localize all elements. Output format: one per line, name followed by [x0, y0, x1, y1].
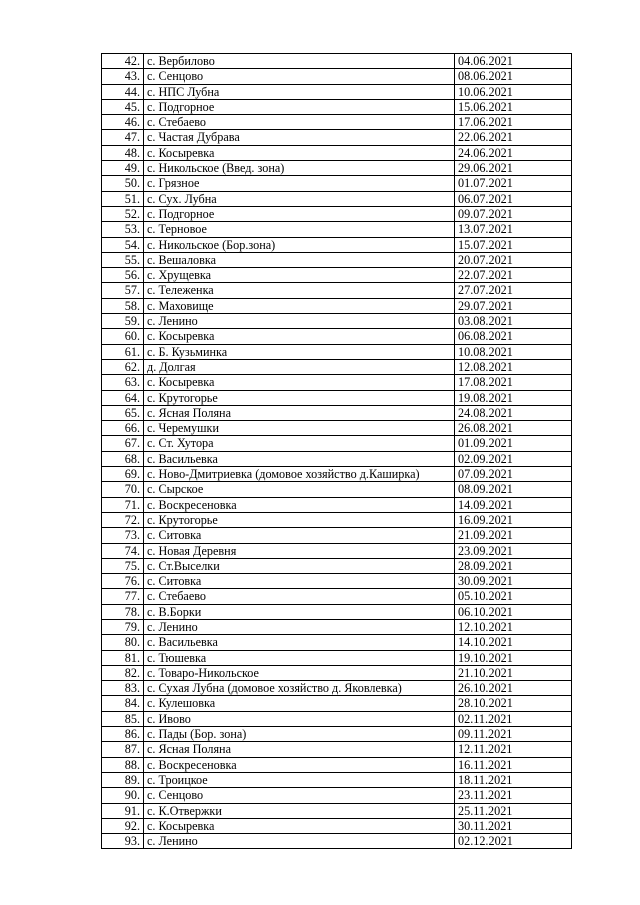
- settlement-cell: с. Ситовка: [144, 574, 455, 589]
- table-row: [102, 206, 572, 221]
- table-row: [102, 650, 572, 665]
- settlement-cell: с. Воскресеновка: [144, 757, 455, 772]
- row-number-cell: 44.: [102, 84, 144, 99]
- date-cell: 28.10.2021: [455, 696, 572, 711]
- row-number-cell: 42.: [102, 54, 144, 69]
- date-cell: 08.09.2021: [455, 482, 572, 497]
- table-row: [102, 145, 572, 160]
- table-row: [102, 558, 572, 573]
- row-number-cell: 52.: [102, 206, 144, 221]
- settlement-cell: с. В.Борки: [144, 604, 455, 619]
- settlement-cell: с. Сух. Лубна: [144, 191, 455, 206]
- table-row: [102, 54, 572, 69]
- row-number-cell: 74.: [102, 543, 144, 558]
- table-row: [102, 237, 572, 252]
- table-row: [102, 191, 572, 206]
- table-row: [102, 711, 572, 726]
- row-number-cell: 45.: [102, 99, 144, 114]
- row-number-cell: 92.: [102, 818, 144, 833]
- date-cell: 21.09.2021: [455, 528, 572, 543]
- row-number-cell: 84.: [102, 696, 144, 711]
- row-number-cell: 80.: [102, 635, 144, 650]
- table-row: [102, 268, 572, 283]
- date-cell: 07.09.2021: [455, 467, 572, 482]
- row-number-cell: 51.: [102, 191, 144, 206]
- date-cell: 01.09.2021: [455, 436, 572, 451]
- row-number-cell: 47.: [102, 130, 144, 145]
- table-row: [102, 161, 572, 176]
- settlement-cell: с. Ясная Поляна: [144, 742, 455, 757]
- table-row: [102, 834, 572, 849]
- table-row: [102, 803, 572, 818]
- table-row: [102, 528, 572, 543]
- settlement-cell: с. Крутогорье: [144, 512, 455, 527]
- row-number-cell: 90.: [102, 788, 144, 803]
- settlement-cell: с. Черемушки: [144, 421, 455, 436]
- settlement-cell: с. Пады (Бор. зона): [144, 727, 455, 742]
- row-number-cell: 70.: [102, 482, 144, 497]
- table-row: [102, 115, 572, 130]
- row-number-cell: 56.: [102, 268, 144, 283]
- row-number-cell: 59.: [102, 314, 144, 329]
- date-cell: 27.07.2021: [455, 283, 572, 298]
- row-number-cell: 83.: [102, 681, 144, 696]
- row-number-cell: 43.: [102, 69, 144, 84]
- date-cell: 25.11.2021: [455, 803, 572, 818]
- row-number-cell: 75.: [102, 558, 144, 573]
- date-cell: 15.07.2021: [455, 237, 572, 252]
- table-row: [102, 451, 572, 466]
- settlement-cell: с. Сырское: [144, 482, 455, 497]
- row-number-cell: 73.: [102, 528, 144, 543]
- settlement-cell: с. Ленино: [144, 314, 455, 329]
- row-number-cell: 82.: [102, 665, 144, 680]
- row-number-cell: 50.: [102, 176, 144, 191]
- date-cell: 06.10.2021: [455, 604, 572, 619]
- date-cell: 14.10.2021: [455, 635, 572, 650]
- date-cell: 04.06.2021: [455, 54, 572, 69]
- settlement-cell: с. К.Отвержки: [144, 803, 455, 818]
- row-number-cell: 72.: [102, 512, 144, 527]
- settlement-cell: с. Грязное: [144, 176, 455, 191]
- settlement-cell: с. Подгорное: [144, 206, 455, 221]
- table-row: [102, 727, 572, 742]
- date-cell: 12.10.2021: [455, 619, 572, 634]
- date-cell: 10.06.2021: [455, 84, 572, 99]
- settlement-cell: с. Ленино: [144, 834, 455, 849]
- date-cell: 19.08.2021: [455, 390, 572, 405]
- settlement-cell: с. Тележенка: [144, 283, 455, 298]
- schedule-table-body: [102, 54, 572, 849]
- date-cell: 10.08.2021: [455, 344, 572, 359]
- row-number-cell: 85.: [102, 711, 144, 726]
- table-row: [102, 375, 572, 390]
- row-number-cell: 54.: [102, 237, 144, 252]
- row-number-cell: 62.: [102, 359, 144, 374]
- date-cell: 18.11.2021: [455, 772, 572, 787]
- date-cell: 22.07.2021: [455, 268, 572, 283]
- table-row: [102, 283, 572, 298]
- settlement-cell: с. Товаро-Никольское: [144, 665, 455, 680]
- table-row: [102, 436, 572, 451]
- settlement-cell: с. Кулешовка: [144, 696, 455, 711]
- row-number-cell: 64.: [102, 390, 144, 405]
- table-row: [102, 696, 572, 711]
- settlement-cell: с. Васильевка: [144, 451, 455, 466]
- date-cell: 14.09.2021: [455, 497, 572, 512]
- settlement-cell: с. Сухая Лубна (домовое хозяйство д. Яковлевка): [144, 681, 455, 696]
- table-row: [102, 772, 572, 787]
- row-number-cell: 81.: [102, 650, 144, 665]
- table-row: [102, 635, 572, 650]
- settlement-cell: с. Косыревка: [144, 145, 455, 160]
- date-cell: 22.06.2021: [455, 130, 572, 145]
- date-cell: 19.10.2021: [455, 650, 572, 665]
- table-row: [102, 390, 572, 405]
- table-row: [102, 681, 572, 696]
- date-cell: 05.10.2021: [455, 589, 572, 604]
- row-number-cell: 86.: [102, 727, 144, 742]
- settlement-cell: с. Воскресеновка: [144, 497, 455, 512]
- settlement-cell: с. Ленино: [144, 619, 455, 634]
- settlement-cell: с. Сенцово: [144, 69, 455, 84]
- table-row: [102, 589, 572, 604]
- row-number-cell: 67.: [102, 436, 144, 451]
- table-row: [102, 405, 572, 420]
- settlement-cell: с. Хрущевка: [144, 268, 455, 283]
- date-cell: 24.08.2021: [455, 405, 572, 420]
- settlement-cell: с. Сенцово: [144, 788, 455, 803]
- date-cell: 02.11.2021: [455, 711, 572, 726]
- date-cell: 02.12.2021: [455, 834, 572, 849]
- table-row: [102, 344, 572, 359]
- row-number-cell: 48.: [102, 145, 144, 160]
- date-cell: 16.09.2021: [455, 512, 572, 527]
- date-cell: 23.11.2021: [455, 788, 572, 803]
- row-number-cell: 58.: [102, 298, 144, 313]
- table-row: [102, 99, 572, 114]
- date-cell: 12.08.2021: [455, 359, 572, 374]
- table-row: [102, 497, 572, 512]
- table-row: [102, 130, 572, 145]
- row-number-cell: 61.: [102, 344, 144, 359]
- row-number-cell: 76.: [102, 574, 144, 589]
- settlement-cell: с. Ивово: [144, 711, 455, 726]
- settlement-cell: с. Вешаловка: [144, 252, 455, 267]
- date-cell: 03.08.2021: [455, 314, 572, 329]
- date-cell: 23.09.2021: [455, 543, 572, 558]
- row-number-cell: 77.: [102, 589, 144, 604]
- date-cell: 12.11.2021: [455, 742, 572, 757]
- date-cell: 20.07.2021: [455, 252, 572, 267]
- table-row: [102, 619, 572, 634]
- settlement-cell: с. Новая Деревня: [144, 543, 455, 558]
- settlement-cell: с. НПС Лубна: [144, 84, 455, 99]
- date-cell: 21.10.2021: [455, 665, 572, 680]
- date-cell: 02.09.2021: [455, 451, 572, 466]
- settlement-cell: с. Терновое: [144, 222, 455, 237]
- table-row: [102, 298, 572, 313]
- row-number-cell: 89.: [102, 772, 144, 787]
- table-row: [102, 818, 572, 833]
- settlement-cell: с. Никольское (Введ. зона): [144, 161, 455, 176]
- date-cell: 09.11.2021: [455, 727, 572, 742]
- row-number-cell: 60.: [102, 329, 144, 344]
- row-number-cell: 71.: [102, 497, 144, 512]
- row-number-cell: 49.: [102, 161, 144, 176]
- row-number-cell: 93.: [102, 834, 144, 849]
- row-number-cell: 66.: [102, 421, 144, 436]
- date-cell: 15.06.2021: [455, 99, 572, 114]
- table-row: [102, 329, 572, 344]
- settlement-cell: с. Косыревка: [144, 329, 455, 344]
- date-cell: 06.08.2021: [455, 329, 572, 344]
- table-row: [102, 574, 572, 589]
- table-row: [102, 742, 572, 757]
- settlement-cell: с. Ново-Дмитриевка (домовое хозяйство д.Каширка): [144, 467, 455, 482]
- table-row: [102, 604, 572, 619]
- row-number-cell: 65.: [102, 405, 144, 420]
- settlement-cell: с. Ситовка: [144, 528, 455, 543]
- date-cell: 28.09.2021: [455, 558, 572, 573]
- table-row: [102, 482, 572, 497]
- settlement-cell: с. Ясная Поляна: [144, 405, 455, 420]
- row-number-cell: 57.: [102, 283, 144, 298]
- table-row: [102, 665, 572, 680]
- schedule-table: [101, 53, 572, 849]
- date-cell: 26.10.2021: [455, 681, 572, 696]
- date-cell: 09.07.2021: [455, 206, 572, 221]
- table-row: [102, 757, 572, 772]
- settlement-cell: с. Стебаево: [144, 589, 455, 604]
- date-cell: 17.06.2021: [455, 115, 572, 130]
- settlement-cell: с. Тюшевка: [144, 650, 455, 665]
- settlement-cell: с. Васильевка: [144, 635, 455, 650]
- date-cell: 17.08.2021: [455, 375, 572, 390]
- date-cell: 29.06.2021: [455, 161, 572, 176]
- settlement-cell: с. Вербилово: [144, 54, 455, 69]
- row-number-cell: 88.: [102, 757, 144, 772]
- table-row: [102, 359, 572, 374]
- date-cell: 24.06.2021: [455, 145, 572, 160]
- table-row: [102, 421, 572, 436]
- table-row: [102, 84, 572, 99]
- settlement-cell: с. Маховище: [144, 298, 455, 313]
- date-cell: 01.07.2021: [455, 176, 572, 191]
- date-cell: 06.07.2021: [455, 191, 572, 206]
- table-row: [102, 788, 572, 803]
- table-row: [102, 467, 572, 482]
- date-cell: 08.06.2021: [455, 69, 572, 84]
- table-row: [102, 252, 572, 267]
- table-row: [102, 176, 572, 191]
- row-number-cell: 63.: [102, 375, 144, 390]
- table-row: [102, 222, 572, 237]
- table-row: [102, 543, 572, 558]
- table-row: [102, 314, 572, 329]
- table-row: [102, 512, 572, 527]
- date-cell: 30.11.2021: [455, 818, 572, 833]
- row-number-cell: 68.: [102, 451, 144, 466]
- row-number-cell: 91.: [102, 803, 144, 818]
- settlement-cell: с. Подгорное: [144, 99, 455, 114]
- date-cell: 16.11.2021: [455, 757, 572, 772]
- row-number-cell: 46.: [102, 115, 144, 130]
- settlement-cell: с. Ст.Выселки: [144, 558, 455, 573]
- row-number-cell: 55.: [102, 252, 144, 267]
- row-number-cell: 78.: [102, 604, 144, 619]
- settlement-cell: с. Косыревка: [144, 818, 455, 833]
- settlement-cell: с. Никольское (Бор.зона): [144, 237, 455, 252]
- settlement-cell: с. Косыревка: [144, 375, 455, 390]
- date-cell: 26.08.2021: [455, 421, 572, 436]
- row-number-cell: 53.: [102, 222, 144, 237]
- settlement-cell: с. Частая Дубрава: [144, 130, 455, 145]
- settlement-cell: с. Крутогорье: [144, 390, 455, 405]
- table-row: [102, 69, 572, 84]
- settlement-cell: с. Б. Кузьминка: [144, 344, 455, 359]
- date-cell: 29.07.2021: [455, 298, 572, 313]
- settlement-cell: с. Ст. Хутора: [144, 436, 455, 451]
- date-cell: 30.09.2021: [455, 574, 572, 589]
- date-cell: 13.07.2021: [455, 222, 572, 237]
- settlement-cell: д. Долгая: [144, 359, 455, 374]
- settlement-cell: с. Стебаево: [144, 115, 455, 130]
- row-number-cell: 79.: [102, 619, 144, 634]
- row-number-cell: 87.: [102, 742, 144, 757]
- settlement-cell: с. Троицкое: [144, 772, 455, 787]
- row-number-cell: 69.: [102, 467, 144, 482]
